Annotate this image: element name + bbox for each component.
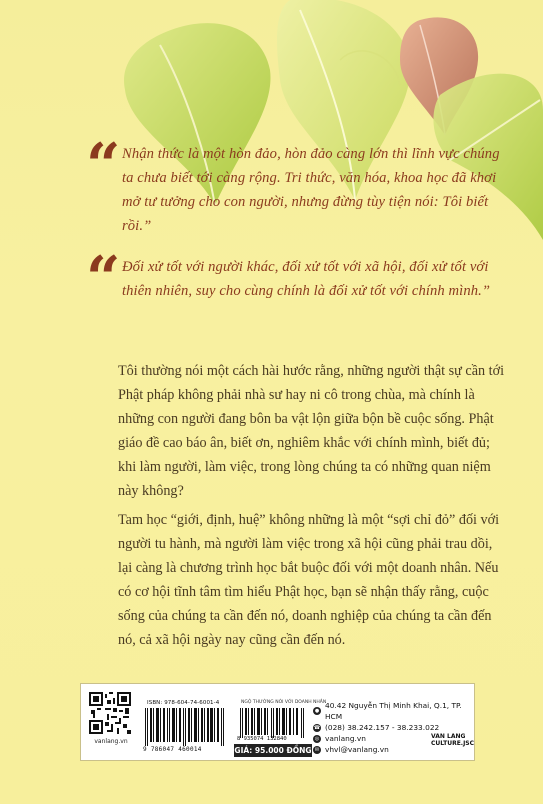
quote-1 [86, 131, 508, 242]
contact-text: 40.42 Nguyễn Thị Minh Khai, Q.1, TP. HCM [325, 701, 462, 721]
phone-icon: ☎ [313, 724, 321, 731]
publisher-logo [431, 733, 475, 747]
contact-phone [313, 722, 473, 733]
isbn-barcode [143, 708, 225, 746]
body-paragraph-1: Tôi thường nói một cách hài hước rằng, những người thật sự cần tới Phật pháp không phải nhà sư hay ni cô trong chùa, mà chính là những con người đang bôn ba vật lộn giữa bộn bề cuộc sống. Phật giáo đề cao báo ân, biết ơn, nghiêm khắc với chính mình, biết đủ; khi làm người, làm việc, trong lòng chúng ta có những quan niệm này không? [118, 363, 505, 499]
contact-text: vanlang.vn [325, 734, 366, 743]
price-tag: GIÁ: 95.000 ĐỒNG [234, 746, 312, 755]
publisher-name: VAN LANG [431, 733, 466, 740]
contact-text: (028) 38.242.157 - 38.233.022 [325, 723, 440, 732]
body-paragraph-2: Tam học “giới, định, huệ” không những là một “sợi chỉ đỏ” đối với người tu hành, mà người làm việc trong xã hội cũng phải trau dồi, lại càng là chương trình học bắt buộc đối với một doanh nhân. Nếu có cơ hội tĩnh tâm tìm hiểu Phật học, bạn sẽ nhận thấy rằng, cuộc sống của chúng ta cần đến nó, doanh nghiệp của chúng ta cần đến nó, cả xã hội ngày nay cũng cần đến nó. [118, 512, 500, 648]
book-title-small: NGỘ THƯỜNG NÓI VỚI DOANH NHÂN [241, 700, 327, 705]
web-icon: ◎ [314, 735, 320, 742]
quote-mark-icon: “ [86, 131, 121, 201]
quote-text: Đối xử tốt với người khác, đối xử tốt với xã hội, đối xử tốt với thiên nhiên, suy cho cùng chính là đối xử tốt với chính mình.” [122, 259, 491, 299]
qr-label: vanlang.vn [94, 738, 128, 745]
contact-text: vhvl@vanlang.vn [325, 745, 389, 754]
email-icon: ✉ [314, 746, 320, 753]
isbn-digits: 9 786047 460014 [143, 746, 202, 753]
contact-address [313, 700, 473, 722]
quote-2 [86, 244, 508, 335]
publisher-suffix: CULTURE.JSC [431, 740, 475, 747]
product-barcode [239, 708, 305, 738]
quote-text: Nhận thức là một hòn đảo, hòn đảo càng lớn thì lĩnh vực chúng ta chưa biết tới càng rộng. Tri thức, văn hóa, khoa học đã khơi mở tư tưởng cho con người, nhưng đừng tùy tiện nói: Tôi biết rồi.” [122, 146, 500, 234]
qr-code [89, 692, 131, 734]
publisher-info-panel [80, 683, 475, 761]
quote-mark-icon: “ [86, 244, 121, 314]
product-barcode-digits: 8 935074 132840 [237, 736, 287, 742]
isbn-label: ISBN: 978-604-74-6001-4 [147, 700, 220, 706]
location-icon: ● [314, 708, 320, 714]
